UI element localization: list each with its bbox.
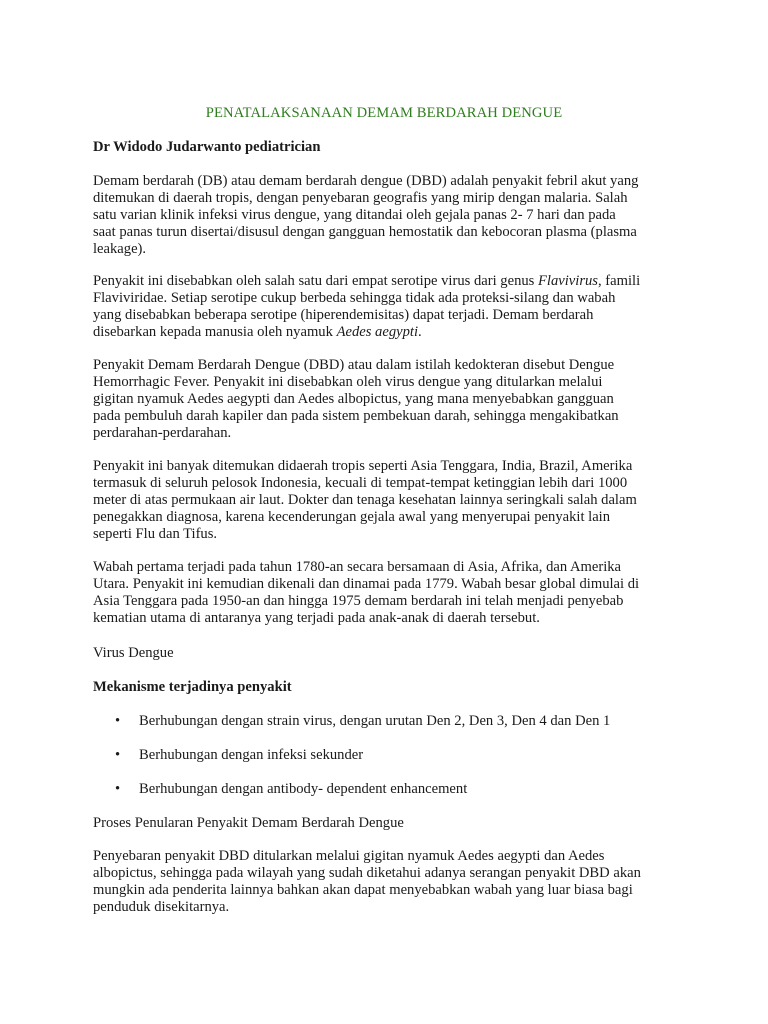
paragraph-history: [93, 559, 693, 627]
bullet-icon: •: [115, 713, 121, 729]
text-line: kematian utama di antaranya yang terjadi pada anak-anak di daerah tersebut.: [93, 610, 540, 626]
bullet-text: Berhubungan dengan antibody- dependent enhancement: [139, 781, 468, 797]
document-title: PENATALAKSANAAN DEMAM BERDARAH DENGUE: [205, 105, 563, 121]
heading-mekanisme: Mekanisme terjadinya penyakit: [93, 679, 292, 695]
text-line: Penyebaran penyakit DBD ditularkan melalui gigitan nyamuk Aedes aegypti dan Aedes: [93, 848, 605, 864]
text-line: mungkin ada penderita lainnya bahkan akan dapat menyebabkan wabah yang luar biasa bagi: [93, 882, 633, 898]
text-segment: .: [418, 324, 422, 340]
text-line: Wabah pertama terjadi pada tahun 1780-an secara bersamaan di Asia, Afrika, dan Amerika: [93, 559, 622, 575]
text-line: yang disebabkan beberapa serotipe (hiperendemisitas) dapat terjadi. Demam berdarah: [93, 307, 594, 323]
text-segment: Penyakit ini disebabkan oleh salah satu dari empat serotipe virus dari genus: [93, 273, 538, 289]
text-line: [93, 273, 693, 290]
bullet-icon: •: [115, 781, 121, 797]
paragraph-cause: [93, 273, 693, 341]
paragraph-transmission: [93, 848, 693, 916]
text-line: Asia Tenggara pada 1950-an dan hingga 1975 demam berdarah ini telah menjadi penyebab: [93, 593, 624, 609]
author-line: Dr Widodo Judarwanto pediatrician: [93, 139, 321, 155]
bullet-item: [115, 747, 695, 764]
text-line: albopictus, sehingga pada wilayah yang sudah diketahui adanya serangan penyakit DBD akan: [93, 865, 641, 881]
text-line: penduduk disekitarnya.: [93, 899, 230, 915]
bullet-item: [115, 713, 695, 730]
text-line: gigitan nyamuk Aedes aegypti dan Aedes albopictus, yang mana menyebabkan gangguan: [93, 391, 614, 407]
species-italic: Aedes aegypti: [336, 324, 419, 340]
text-line: Penyakit ini banyak ditemukan didaerah tropis seperti Asia Tenggara, India, Brazil, Amerika: [93, 458, 633, 474]
genus-italic: Flavivirus: [538, 273, 598, 289]
text-line: leakage).: [93, 241, 147, 257]
bullet-text: Berhubungan dengan infeksi sekunder: [139, 747, 364, 763]
text-line: Flaviviridae. Setiap serotipe cukup berbeda sehingga tidak ada proteksi-silang dan wabah: [93, 290, 616, 306]
text-line: pada pembuluh darah kapiler dan pada sistem pembekuan darah, sehingga mengakibatkan: [93, 408, 619, 424]
text-line: ditemukan di daerah tropis, dengan penyebaran geografis yang mirip dengan malaria. Salah: [93, 190, 628, 206]
text-line: meter di atas permukaan air laut. Dokter dan tenaga kesehatan lainnya seringkali salah dalam: [93, 492, 637, 508]
text-line: perdarahan-perdarahan.: [93, 425, 232, 441]
bullet-icon: •: [115, 747, 121, 763]
text-line: Penyakit Demam Berdarah Dengue (DBD) atau dalam istilah kedokteran disebut Dengue: [93, 357, 615, 373]
bullet-item: [115, 781, 695, 798]
heading-proses-penularan: Proses Penularan Penyakit Demam Berdarah Dengue: [93, 815, 404, 831]
text-line: seperti Flu dan Tifus.: [93, 526, 218, 542]
text-line: Hemorrhagic Fever. Penyakit ini disebabkan oleh virus dengue yang ditularkan melalui: [93, 374, 603, 390]
paragraph-distribution: [93, 458, 693, 543]
paragraph-definition: [93, 173, 693, 258]
text-segment: disebarkan kepada manusia oleh nyamuk: [93, 324, 337, 340]
text-line: termasuk di seluruh pelosok Indonesia, kecuali di tempat-tempat ketinggian lebih dari 1000: [93, 475, 628, 491]
paragraph-dhf: [93, 357, 693, 442]
text-line: satu varian klinik infeksi virus dengue, yang ditandai oleh gejala panas 2- 7 hari dan pada: [93, 207, 616, 223]
text-line: penegakkan diagnosa, karena kecenderungan gejala awal yang menyerupai penyakit lain: [93, 509, 611, 525]
text-line: Utara. Penyakit ini kemudian dikenali dan dinamai pada 1779. Wabah besar global dimulai di: [93, 576, 640, 592]
text-line: Demam berdarah (DB) atau demam berdarah dengue (DBD) adalah penyakit febril akut yang: [93, 173, 639, 189]
text-line: [93, 324, 693, 341]
text-line: saat panas turun disertai/disusul dengan gangguan hemostatik dan kebocoran plasma (plasma: [93, 224, 637, 240]
text-segment: , famili: [598, 273, 641, 289]
bullet-text: Berhubungan dengan strain virus, dengan urutan Den 2, Den 3, Den 4 dan Den 1: [139, 713, 611, 729]
heading-virus-dengue: Virus Dengue: [93, 645, 174, 661]
